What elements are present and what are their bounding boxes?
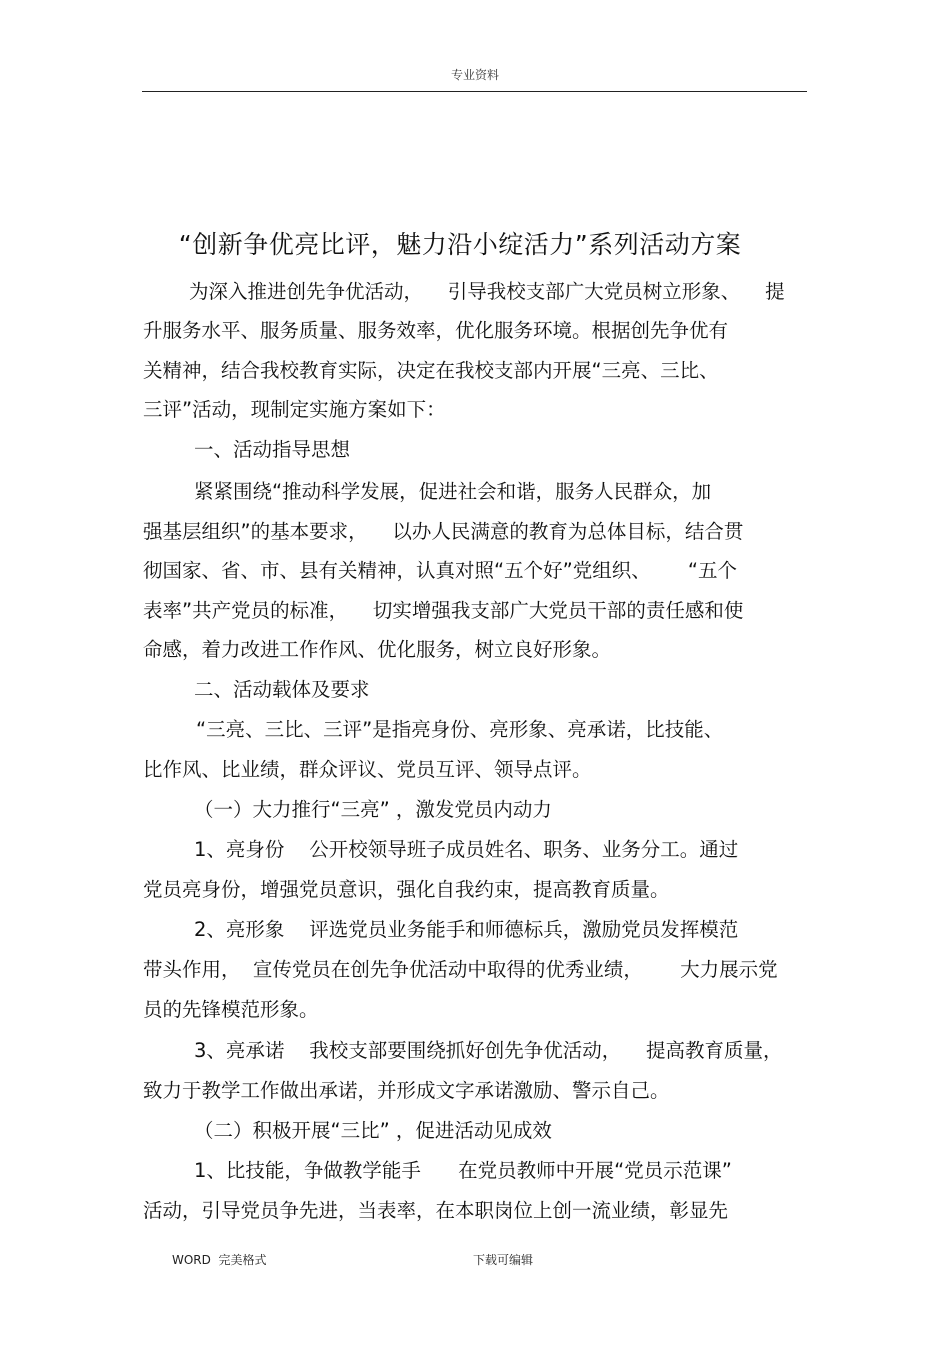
body-line: 比作风、比业绩，群众评议、党员互评、领导点评。 [143,758,592,781]
body-line: 1、比技能，争做教学能手 在党员教师中开展“党员示范课” [194,1159,732,1182]
body-line: 表率”共产党员的标准， 切实增强我支部广大党员干部的责任感和使 [143,599,744,622]
body-line: 带头作用， 宣传党员在创先争优活动中取得的优秀业绩， 大力展示党 [143,958,778,981]
footer-right-label: 下载可编辑 [473,1253,534,1267]
body-line: 三评”活动，现制定实施方案如下： [143,398,446,421]
body-line: 为深入推进创先争优活动， 引导我校支部广大党员树立形象、 提 [189,280,785,303]
body-line: 员的先锋模范形象。 [143,998,319,1021]
section-heading: 一、活动指导思想 [194,438,351,461]
body-line: 强基层组织”的基本要求， 以办人民满意的教育为总体目标，结合贯 [143,520,744,543]
body-line: 党员亮身份，增强党员意识，强化自我约束，提高教育质量。 [143,878,670,901]
body-line: 彻国家、省、市、县有关精神，认真对照“五个好”党组织、 “五个 [143,559,737,582]
body-line: 关精神，结合我校教育实际，决定在我校支部内开展“三亮、三比、 [143,359,719,382]
body-line: 紧紧围绕“推动科学发展，促进社会和谐，服务人民群众，加 [194,480,712,503]
body-line: “三亮、三比、三评”是指亮身份、亮形象、亮承诺，比技能、 [196,718,724,741]
body-line: 命感，着力改进工作作风、优化服务，树立良好形象。 [143,638,612,661]
section-heading: 二、活动载体及要求 [194,678,370,701]
header-rule [142,91,807,92]
body-line: 升服务水平、服务质量、服务效率，优化服务环境。根据创先争优有 [143,319,729,342]
header-label: 专业资料 [450,68,499,82]
body-line: 致力于教学工作做出承诺，并形成文字承诺激励、警示自己。 [143,1079,670,1102]
body-line: 2、亮形象 评选党员业务能手和师德标兵，激励党员发挥模范 [194,918,739,941]
subsection-heading: （二）积极开展“三比” ，促进活动见成效 [194,1119,552,1142]
footer-left-label: WORD 完美格式 [172,1253,267,1267]
subsection-heading: （一）大力推行“三亮” ，激发党员内动力 [194,798,552,821]
document-title: “创新争优亮比评，魅力沿小绽活力”系列活动方案 [178,230,742,259]
body-line: 1、亮身份 公开校领导班子成员姓名、职务、业务分工。通过 [194,838,739,861]
body-line: 活动，引导党员争先进，当表率，在本职岗位上创一流业绩，彰显先 [143,1199,729,1222]
body-line: 3、亮承诺 我校支部要围绕抓好创先争优活动， 提高教育质量， [194,1039,783,1062]
